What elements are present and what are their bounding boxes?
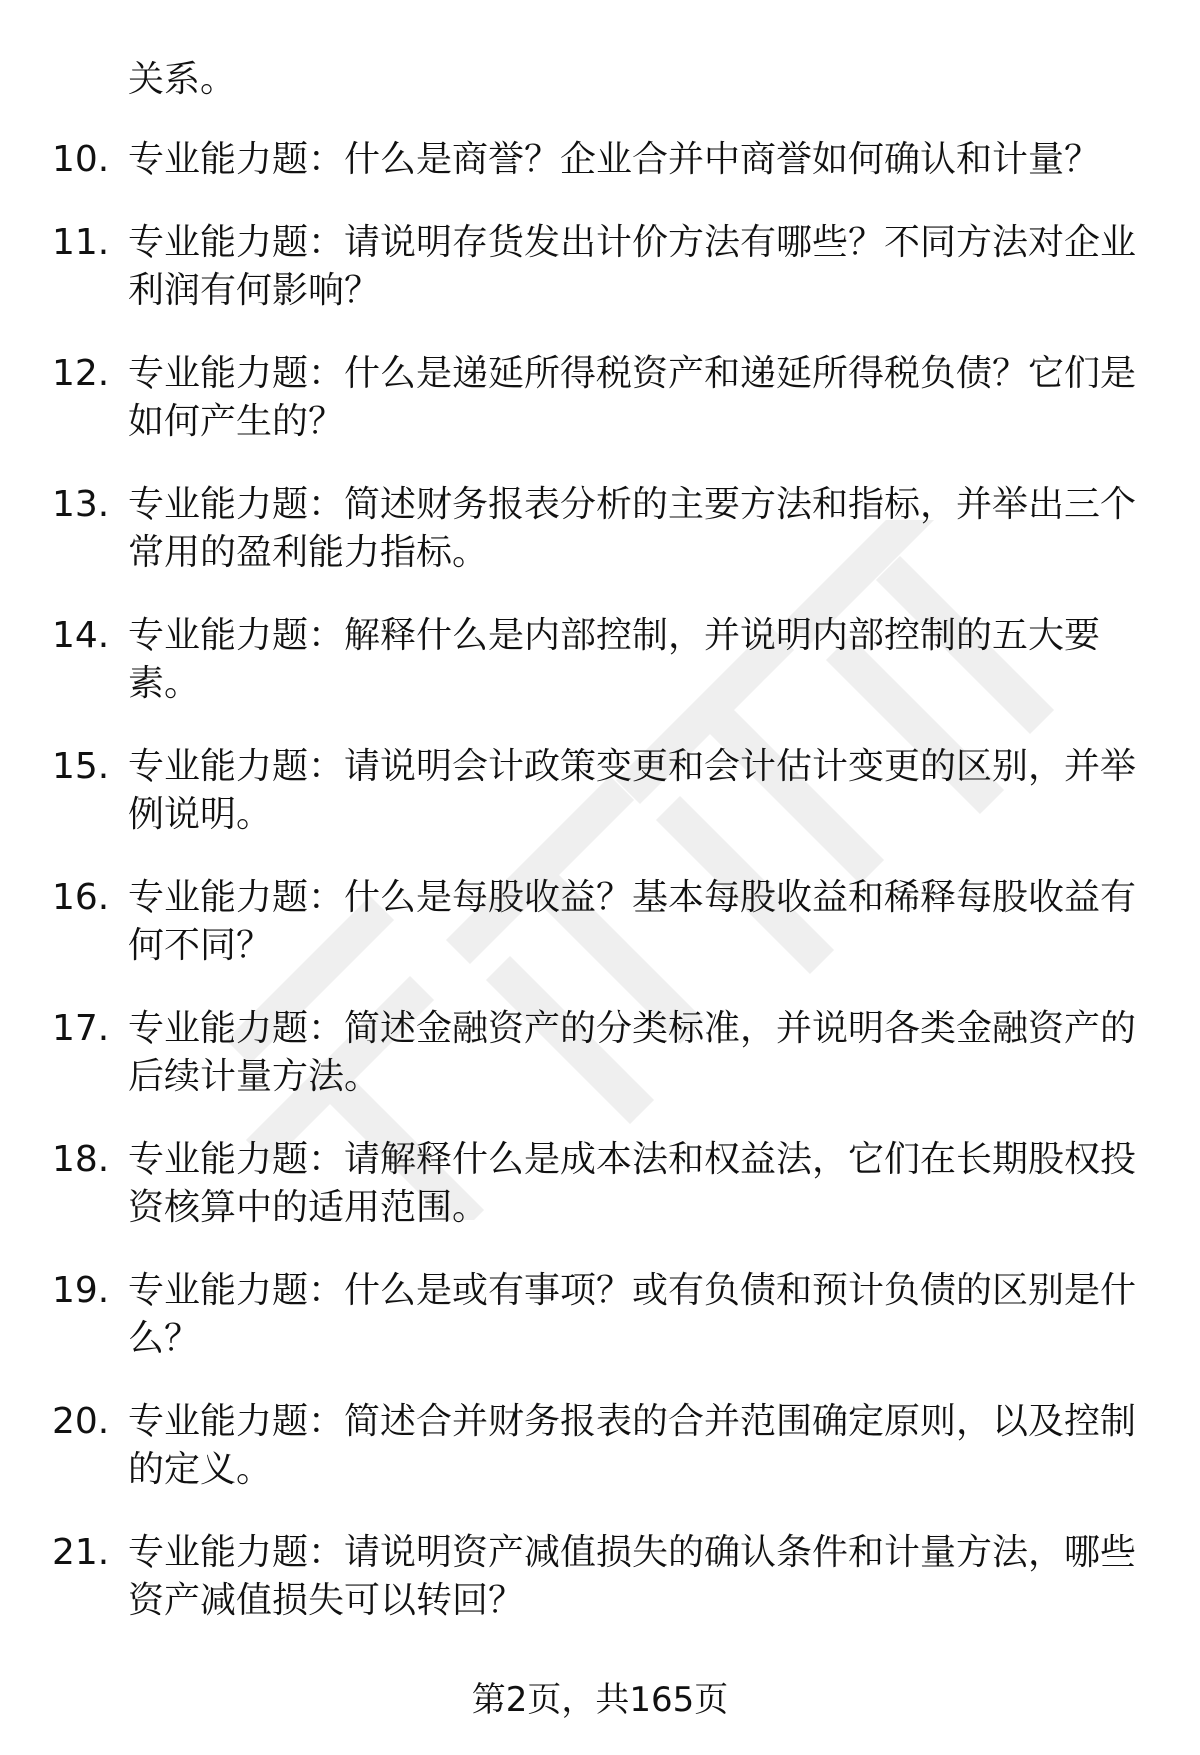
question-text-line-2: 利润有何影响？ xyxy=(128,270,381,311)
question-text-line-1: 专业能力题：简述财务报表分析的主要方法和指标，并举出三个 xyxy=(128,484,1137,525)
list-item xyxy=(0,612,1200,708)
question-text-line-2: 资核算中的适用范围。 xyxy=(128,1187,489,1228)
question-number: 15. xyxy=(52,746,110,787)
question-number: 21. xyxy=(52,1532,110,1573)
question-text: 专业能力题：什么是商誉？企业合并中商誉如何确认和计量？ xyxy=(128,139,1101,180)
list-item xyxy=(0,219,1200,315)
list-item xyxy=(0,1005,1200,1101)
question-text-line-2: 何不同？ xyxy=(128,925,273,966)
question-text-line-1: 专业能力题：请说明资产减值损失的确认条件和计量方法，哪些 xyxy=(128,1532,1137,1573)
question-number: 14. xyxy=(52,615,110,656)
question-text-line-1: 专业能力题：请说明存货发出计价方法有哪些？不同方法对企业 xyxy=(128,222,1137,263)
question-number: 17. xyxy=(52,1008,110,1049)
list-item xyxy=(0,481,1200,577)
list-item xyxy=(0,350,1200,446)
list-item xyxy=(0,1398,1200,1494)
question-text-line-2: 资产减值损失可以转回？ xyxy=(128,1580,525,1621)
question-number: 10. xyxy=(52,139,110,180)
list-item xyxy=(0,136,1200,184)
question-number: 20. xyxy=(52,1401,110,1442)
question-text-line-1: 专业能力题：什么是每股收益？基本每股收益和稀释每股收益有 xyxy=(128,877,1137,918)
list-item xyxy=(0,874,1200,970)
list-item xyxy=(0,1136,1200,1232)
question-text-line-1: 专业能力题：解释什么是内部控制，并说明内部控制的五大要 xyxy=(128,615,1101,656)
question-text-line-2: 如何产生的？ xyxy=(128,401,345,442)
question-text-line-2: 么？ xyxy=(128,1318,201,1359)
list-item xyxy=(0,1267,1200,1363)
list-item xyxy=(0,1529,1200,1625)
question-text-line-2: 的定义。 xyxy=(128,1449,273,1490)
question-text-line-2: 后续计量方法。 xyxy=(128,1056,381,1097)
continuation-text: 关系。 xyxy=(128,59,237,100)
question-number: 18. xyxy=(52,1139,110,1180)
question-text-line-1: 专业能力题：什么是或有事项？或有负债和预计负债的区别是什 xyxy=(128,1270,1137,1311)
question-number: 19. xyxy=(52,1270,110,1311)
list-item xyxy=(0,743,1200,839)
question-text-line-1: 专业能力题：请解释什么是成本法和权益法，它们在长期股权投 xyxy=(128,1139,1137,1180)
question-list xyxy=(0,136,1200,1660)
question-number: 16. xyxy=(52,877,110,918)
question-text-line-2: 常用的盈利能力指标。 xyxy=(128,532,489,573)
question-text-line-1: 专业能力题：简述合并财务报表的合并范围确定原则，以及控制 xyxy=(128,1401,1137,1442)
question-text-line-1: 专业能力题：请说明会计政策变更和会计估计变更的区别，并举 xyxy=(128,746,1137,787)
question-text-line-2: 素。 xyxy=(128,663,201,704)
question-number: 12. xyxy=(52,353,110,394)
question-number: 11. xyxy=(52,222,110,263)
page-footer: 第2页，共165页 xyxy=(471,1680,729,1720)
question-number: 13. xyxy=(52,484,110,525)
question-text-line-2: 例说明。 xyxy=(128,794,273,835)
question-text-line-1: 专业能力题：什么是递延所得税资产和递延所得税负债？它们是 xyxy=(128,353,1137,394)
question-text-line-1: 专业能力题：简述金融资产的分类标准，并说明各类金融资产的 xyxy=(128,1008,1137,1049)
